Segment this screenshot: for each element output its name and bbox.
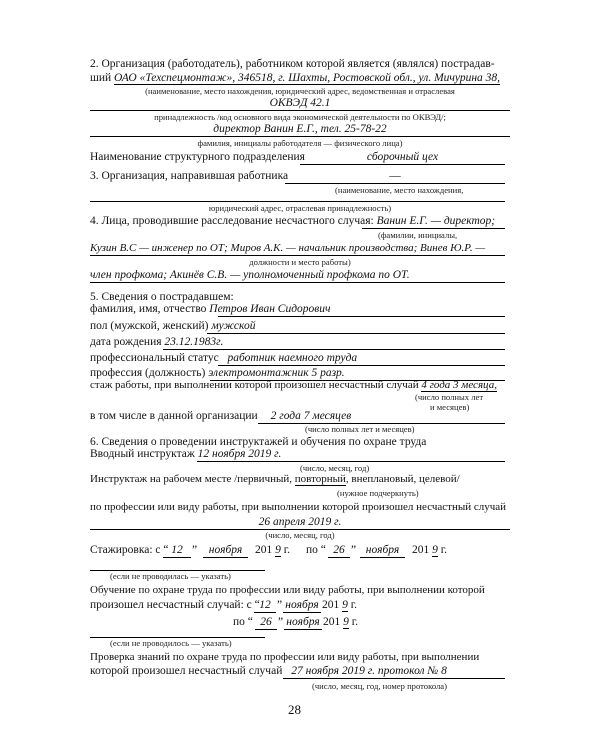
exp-caption1: (число полных лет bbox=[415, 392, 484, 402]
s6-title: 6. Сведения о проведении инструктажей и обучения по охране труда bbox=[90, 436, 427, 448]
okved-underline bbox=[90, 110, 510, 111]
check-caption: (число, месяц, год, номер протокола) bbox=[312, 681, 447, 691]
dob-underline bbox=[163, 349, 505, 350]
training-line1: Обучение по охране труда по профессии или виду работы, при выполнении которой bbox=[90, 584, 485, 596]
exp-caption2: и месяцев) bbox=[430, 402, 470, 412]
dob-row bbox=[90, 335, 223, 349]
prof-instr-date: 26 апреля 2019 г. bbox=[258, 516, 342, 528]
internship-day-to: 26 bbox=[333, 544, 345, 556]
internship-quote2: ” bbox=[351, 544, 357, 556]
s3-label: 3. Организация, направившая работника bbox=[90, 170, 289, 182]
unit-label: Наименование структурного подразделения bbox=[90, 151, 305, 163]
org-caption: (число полных лет и месяцев) bbox=[305, 424, 415, 434]
training-quote2: ” bbox=[278, 616, 284, 628]
internship-month-to: ноября bbox=[365, 544, 400, 556]
internship-year-from-prefix: 201 bbox=[255, 544, 276, 556]
internship-quote1: ” bbox=[192, 544, 198, 556]
training-year-from-prefix: 201 bbox=[322, 599, 343, 611]
internship-year-to bbox=[412, 543, 447, 557]
training-year-from-suffix: г. bbox=[347, 599, 358, 611]
exp-label: стаж работы, при выполнении которой произошел несчастный случай bbox=[90, 379, 422, 391]
training-year-to-prefix: 201 bbox=[323, 616, 344, 628]
training-year-from-digit: 9 bbox=[342, 599, 348, 611]
internship-year-to-digit: 9 bbox=[432, 544, 438, 556]
s2-caption1: (наименование, место нахождения, юридический адрес, ведомственная и отраслевая bbox=[145, 86, 455, 96]
s3-caption1: (наименование, место нахождения, bbox=[335, 185, 464, 195]
internship-label: Стажировка: с “ bbox=[90, 544, 169, 556]
fio-underline bbox=[218, 316, 505, 317]
training-day-from-line bbox=[254, 612, 276, 613]
training-year-to-digit: 9 bbox=[343, 616, 349, 628]
internship-month-from: ноября bbox=[208, 544, 243, 556]
internship-month-from-line bbox=[203, 557, 248, 558]
s4-underline3 bbox=[90, 282, 505, 283]
prof-instr-caption: (число, месяц, год) bbox=[265, 530, 335, 540]
training-day-to: 26 bbox=[260, 616, 272, 628]
prof-label: профессия (должность) bbox=[90, 367, 209, 379]
status-value: работник наемного труда bbox=[227, 352, 358, 364]
s4-value2: Кузин В.С — инженер по ОТ; Миров А.К. — начальник производства; Винев Ю.Р. — bbox=[90, 242, 486, 254]
sex-label: пол (мужской, женский) bbox=[90, 320, 212, 332]
check-value: 27 ноября 2019 г. протокол № 8 bbox=[291, 665, 447, 677]
dob-value: 23.12.1983г. bbox=[164, 336, 224, 348]
check-row bbox=[90, 664, 447, 678]
work-instr-selected: повторный bbox=[294, 473, 346, 485]
s4-underline1 bbox=[362, 228, 505, 229]
s4-caption2: должности и место работы) bbox=[249, 257, 351, 267]
sex-underline bbox=[207, 333, 505, 334]
work-instr-caption: (нужное подчеркнуть) bbox=[337, 488, 419, 498]
s3-caption2: юридический адрес, отраслевая принадлежность) bbox=[208, 203, 392, 213]
prof-value: электромонтажник 5 разр. bbox=[208, 367, 345, 379]
s5-title: 5. Сведения о пострадавшем: bbox=[90, 291, 234, 303]
intro-label: Вводный инструктаж bbox=[90, 448, 198, 460]
training-year-to bbox=[323, 615, 358, 629]
training-note: (если не проводилось — указать) bbox=[110, 638, 232, 648]
training-month-from-line bbox=[283, 612, 321, 613]
s4-value3: член профкома; Акинёв С.В. — уполномоченный профкома по ОТ. bbox=[90, 269, 410, 281]
training-year-to-suffix: г. bbox=[348, 616, 359, 628]
internship-year-to-prefix: 201 bbox=[412, 544, 433, 556]
s4-caption1: (фамилии, инициалы, bbox=[378, 230, 458, 240]
training-month-to-line bbox=[284, 629, 322, 630]
check-line1: Проверка знаний по охране труда по профессии или виду работы, при выполнении bbox=[90, 651, 480, 663]
s3-underline2 bbox=[90, 201, 505, 202]
fio-value: Петров Иван Сидорович bbox=[209, 303, 331, 315]
intro-underline bbox=[197, 461, 505, 462]
director-value: директор Ванин Е.Г., тел. 25-78-22 bbox=[213, 123, 387, 135]
internship-year-from-digit: 9 bbox=[275, 544, 281, 556]
s4-label: 4. Лица, проводившие расследование несчастного случая: bbox=[90, 215, 377, 227]
training-month-to: ноября bbox=[286, 616, 320, 628]
dob-label: дата рождения bbox=[90, 336, 165, 348]
check-underline bbox=[283, 678, 505, 679]
internship-day-from-line bbox=[163, 557, 191, 558]
director-underline bbox=[90, 136, 510, 137]
s2-line1: 2. Организация (работодатель), работником которой является (являлся) пострадав- bbox=[90, 58, 495, 70]
employer-name-value: ОАО «Техспецмонтаж», 346518, г. Шахты, Ростовской обл., ул. Мичурина 38, bbox=[114, 72, 501, 84]
intro-value: 12 ноября 2019 г. bbox=[197, 448, 282, 460]
exp-row bbox=[90, 378, 497, 392]
sex-value: мужской bbox=[211, 320, 256, 332]
internship-day-to-line bbox=[328, 557, 350, 558]
intro-row bbox=[90, 447, 281, 461]
internship-year-from bbox=[255, 543, 290, 557]
training-month-from: ноября bbox=[285, 599, 319, 611]
s2-line2-prefix: ший bbox=[90, 72, 115, 84]
work-instr-prefix: Инструктаж на рабочем месте /первичный, bbox=[90, 473, 295, 485]
internship-note: (если не проводилась — указать) bbox=[110, 571, 231, 581]
training-day-from: 12 bbox=[259, 599, 271, 611]
org-label: в том числе в данной организации bbox=[90, 410, 261, 422]
s3-value: — bbox=[389, 170, 401, 182]
training-to-label: по “ bbox=[233, 616, 253, 628]
internship-year-from-suffix: г. bbox=[280, 544, 291, 556]
okved-value: ОКВЭД 42.1 bbox=[269, 97, 331, 109]
prof-instr-line: по профессии или виду работы, при выполнении которой произошел несчастный случай bbox=[90, 501, 507, 513]
s2-caption3: фамилия, инициалы работодателя — физического лица) bbox=[197, 138, 403, 148]
s4-underline2 bbox=[90, 255, 505, 256]
fio-row bbox=[90, 302, 331, 316]
s3-underline bbox=[285, 183, 505, 184]
work-instr-suffix: , внеплановый, целевой/ bbox=[345, 473, 460, 485]
training-day-to-line bbox=[255, 629, 277, 630]
status-label: профессиональный статус bbox=[90, 352, 222, 364]
internship-month-to-line bbox=[360, 557, 405, 558]
training-label: произошел несчастный случай: с “ bbox=[90, 599, 260, 611]
intro-caption: (число, месяц, год) bbox=[300, 463, 370, 473]
org-row bbox=[90, 409, 351, 423]
work-instr-row bbox=[90, 472, 460, 486]
internship-day-from: 12 bbox=[171, 544, 183, 556]
internship-year-to-suffix: г. bbox=[437, 544, 448, 556]
check-label: которой произошел несчастный случай bbox=[90, 665, 286, 677]
s4-line1 bbox=[90, 214, 495, 228]
internship-to-label: по “ bbox=[306, 544, 326, 556]
s2-line2 bbox=[90, 71, 500, 85]
s4-value1: Ванин Е.Г. — директор; bbox=[376, 215, 496, 227]
training-quote1: ” bbox=[277, 599, 283, 611]
status-row bbox=[90, 351, 357, 365]
unit-value: сборочный цех bbox=[366, 151, 439, 163]
exp-value: 4 года 3 месяца, bbox=[421, 379, 497, 391]
fio-label: фамилия, имя, отчество bbox=[90, 303, 210, 315]
org-value: 2 года 7 месяцев bbox=[270, 410, 352, 422]
sex-row bbox=[90, 319, 255, 333]
s2-caption2: принадлежность /код основного вида экономической деятельности по ОКВЭД/; bbox=[154, 112, 446, 122]
page-number: 28 bbox=[288, 702, 301, 717]
unit-underline bbox=[300, 164, 505, 165]
training-year-from bbox=[322, 598, 357, 612]
